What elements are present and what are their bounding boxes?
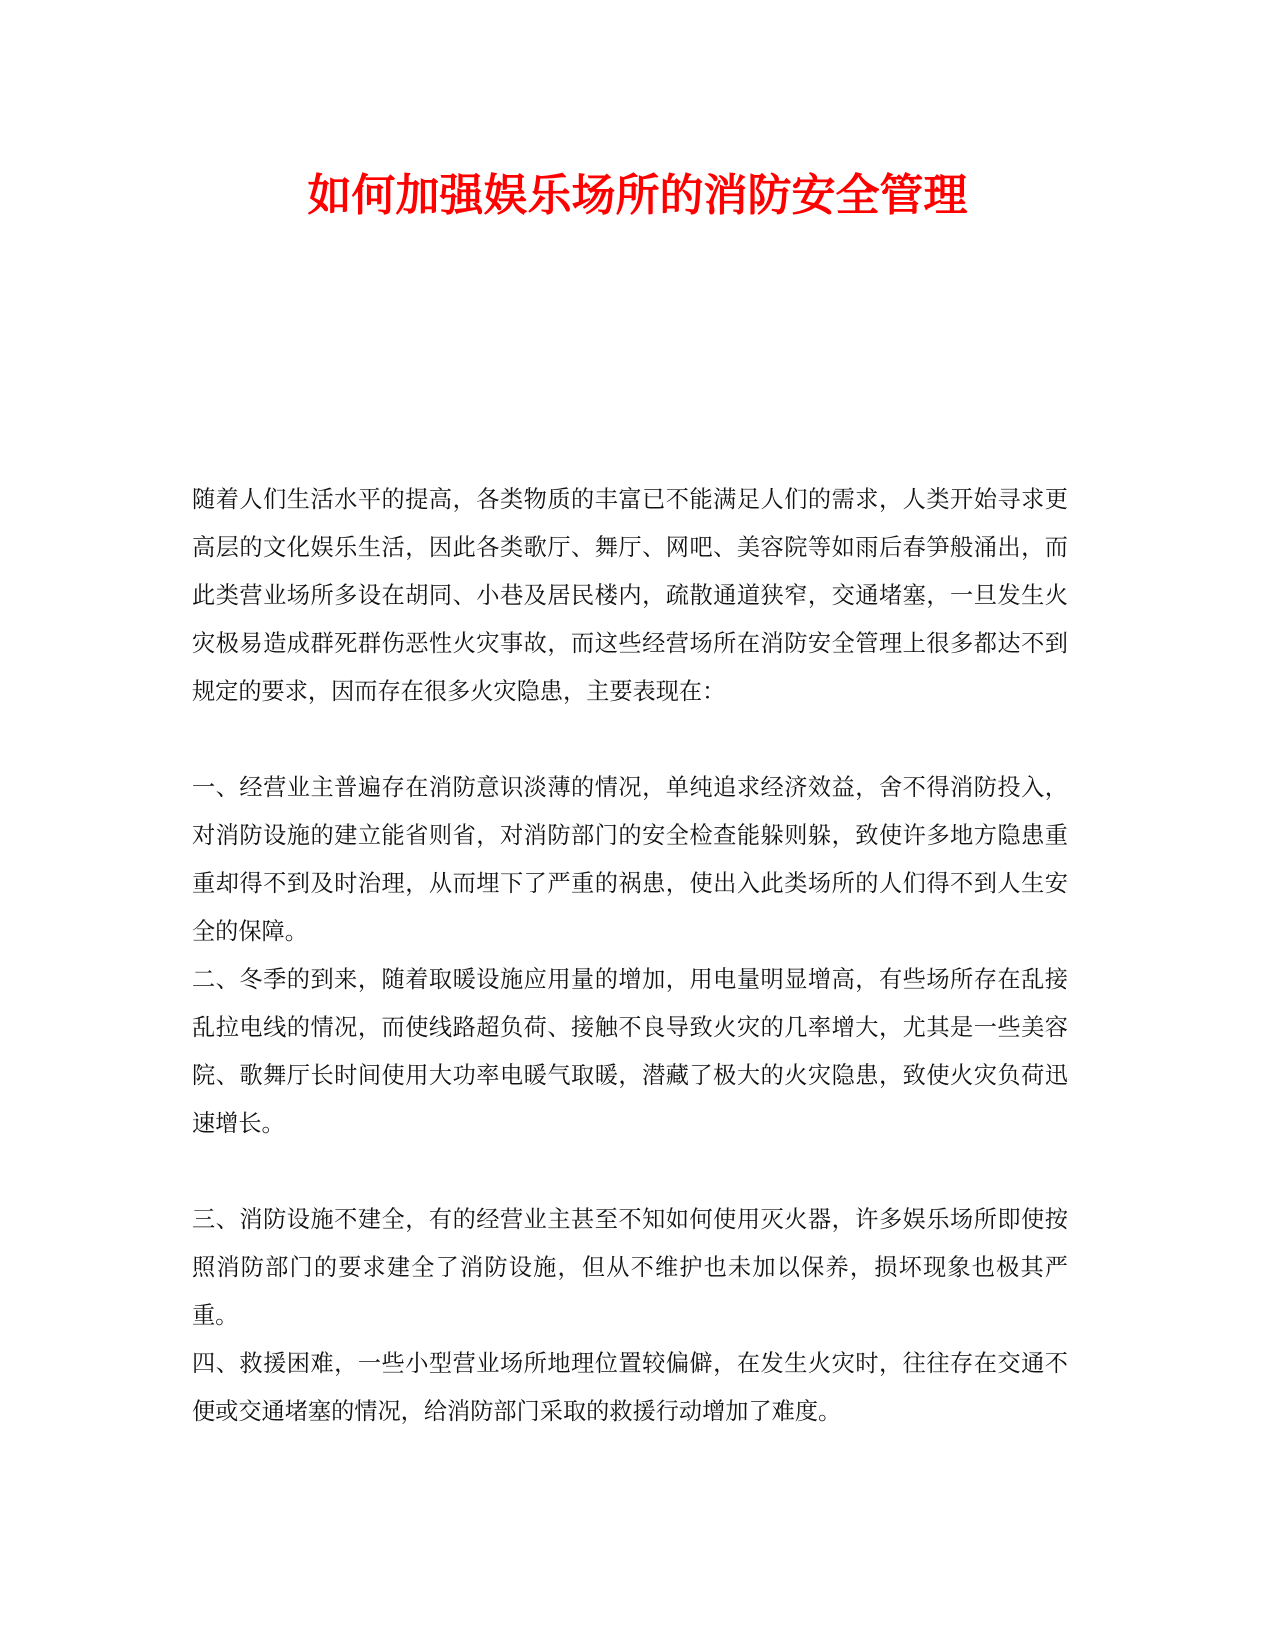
paragraph-point-two: 二、冬季的到来，随着取暖设施应用量的增加，用电量明显增高，有些场所存在乱接乱拉电线的情况，而使线路超负荷、接触不良导致火灾的几率增大，尤其是一些美容院、歌舞厅长时间使用大功率电暖气取暖，潜藏了极大的火灾隐患，致使火灾负荷迅速增长。 (192, 966, 1068, 1137)
paragraph-point-four: 四、救援困难，一些小型营业场所地理位置较偏僻，在发生火灾时，往往存在交通不便或交通堵塞的情况，给消防部门采取的救援行动增加了难度。 (192, 1350, 1068, 1425)
paragraph-point-three: 三、消防设施不建全，有的经营业主甚至不知如何使用灭火器，许多娱乐场所即使按照消防部门的要求建全了消防设施，但从不维护也未加以保养，损坏现象也极其严重。 (192, 1206, 1068, 1329)
paragraph-point-one: 一、经营业主普遍存在消防意识淡薄的情况，单纯追求经济效益，舍不得消防投入，对消防设施的建立能省则省，对消防部门的安全检查能躲则躲，致使许多地方隐患重重却得不到及时治理，从而埋下了严重的祸患，使出入此类场所的人们得不到人生安全的保障。 (192, 774, 1068, 945)
page-title: 如何加强娱乐场所的消防安全管理 (307, 170, 968, 221)
paragraph-intro: 随着人们生活水平的提高，各类物质的丰富已不能满足人们的需求，人类开始寻求更高层的文化娱乐生活，因此各类歌厅、舞厅、网吧、美容院等如雨后春笋般涌出，而此类营业场所多设在胡同、小巷及居民楼内，疏散通道狭窄，交通堵塞，一旦发生火灾极易造成群死群伤恶性火灾事故，而这些经营场所在消防安全管理上很多都达不到规定的要求，因而存在很多火灾隐患，主要表现在： (192, 486, 1068, 705)
